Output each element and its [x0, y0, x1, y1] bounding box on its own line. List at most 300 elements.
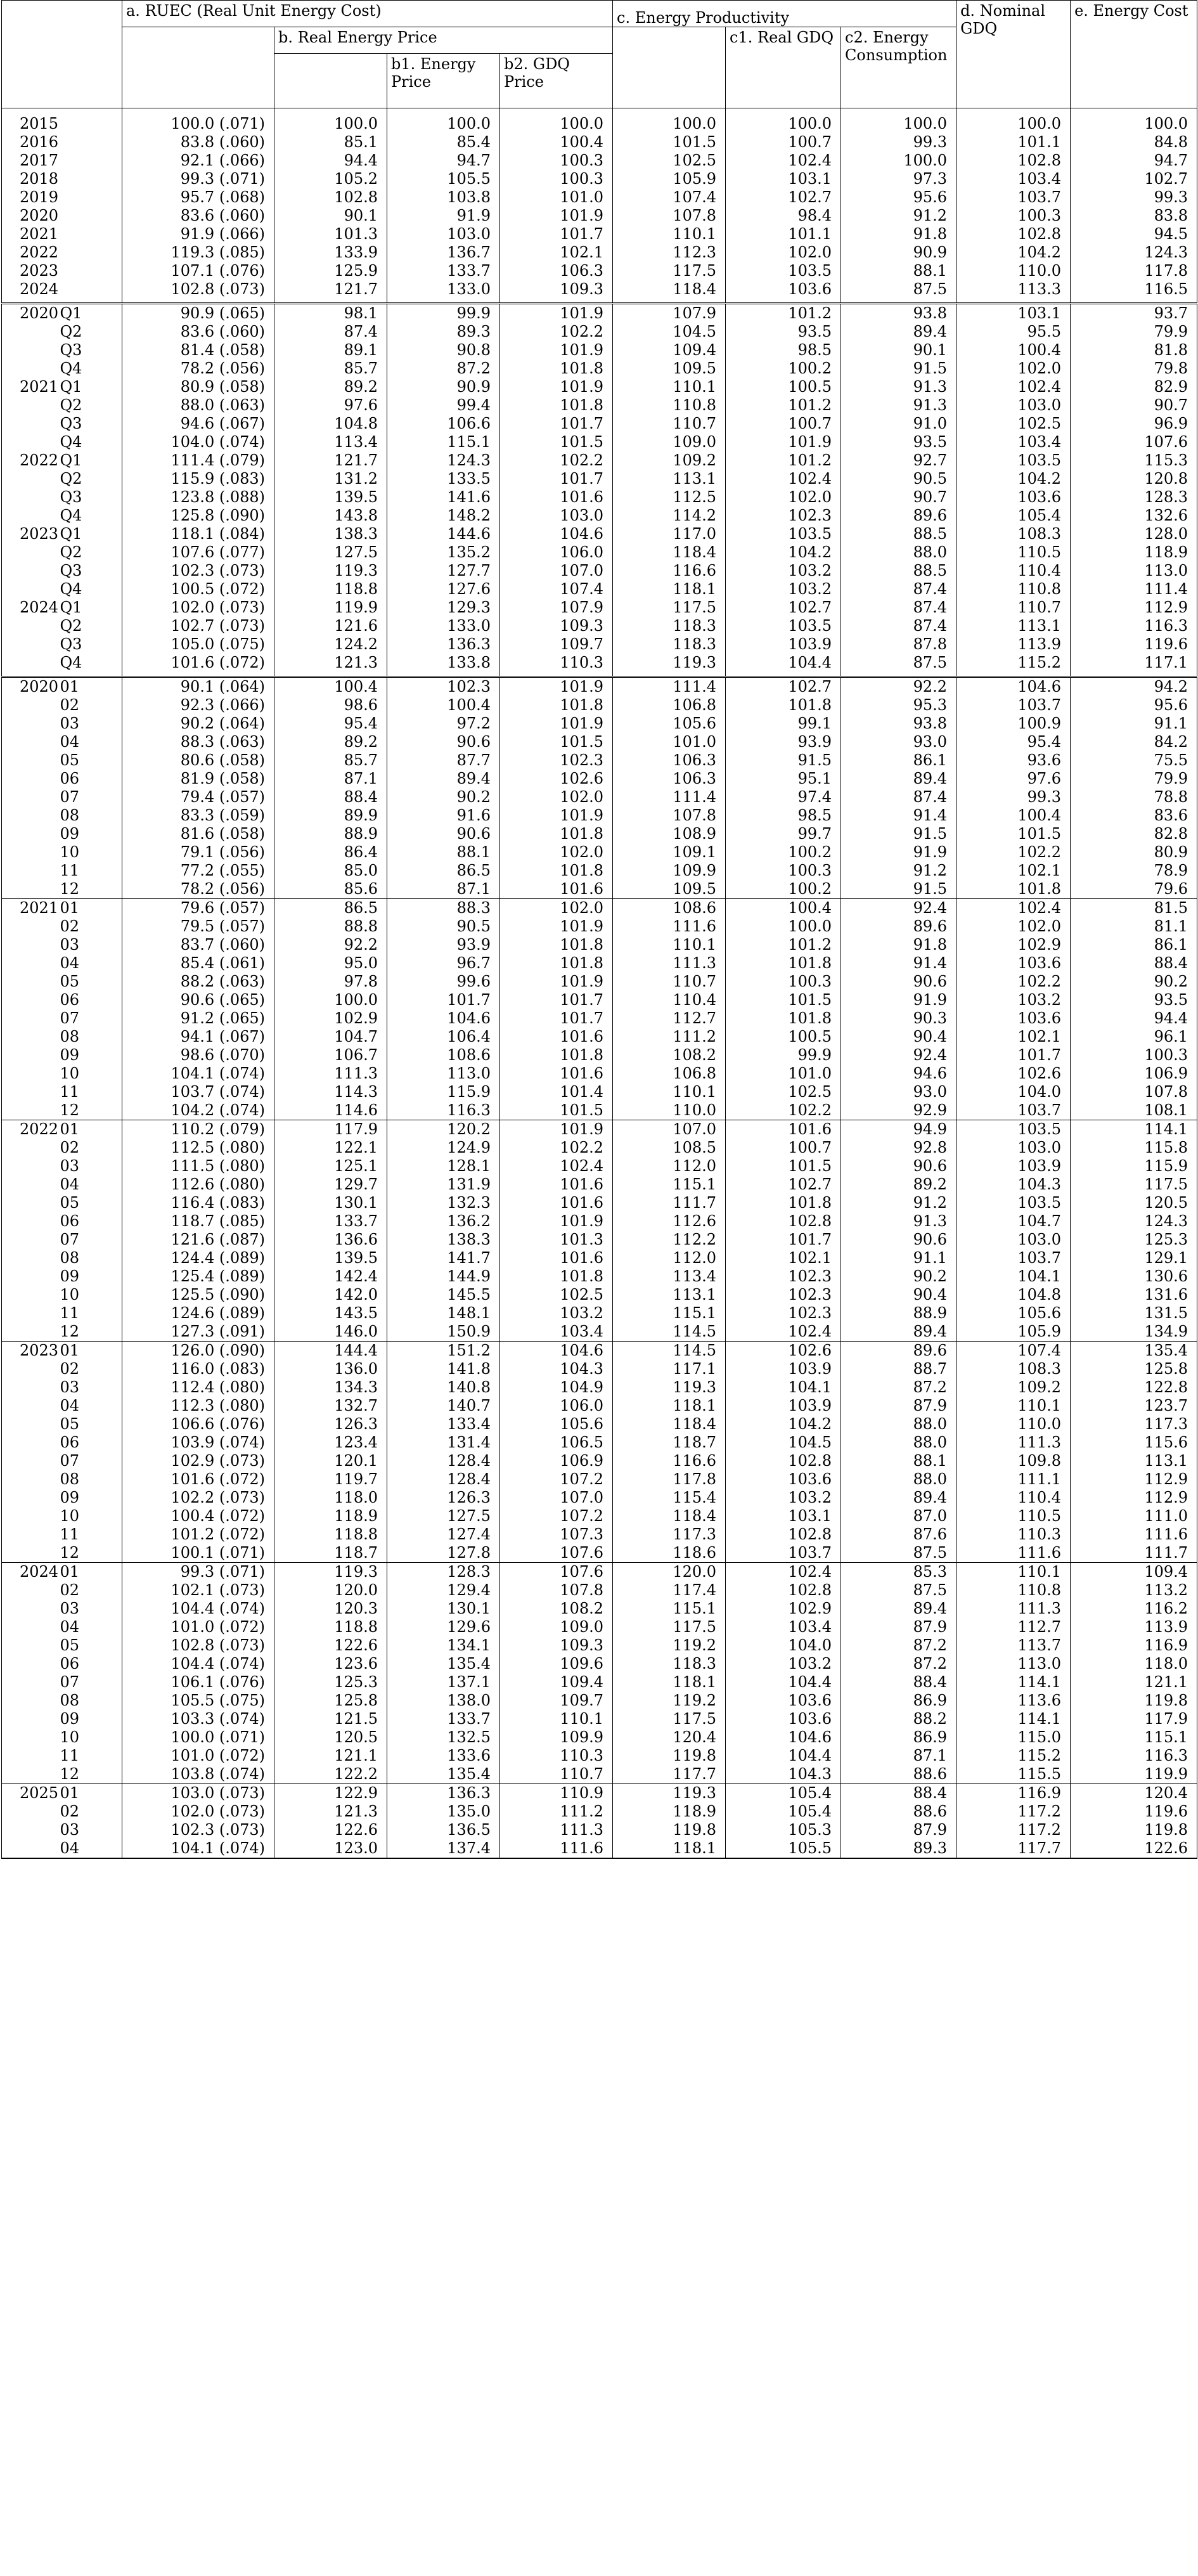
value-cell: 94.4	[1071, 1009, 1197, 1028]
value-cell: 103.2	[726, 562, 841, 580]
value-cell: 122.6	[274, 1821, 387, 1839]
header-real-gdq: c1. Real GDQ	[726, 27, 841, 108]
table-row	[2, 1507, 1197, 1525]
value-cell: 120.0	[274, 1581, 387, 1600]
value-cell: 103.6	[956, 1009, 1071, 1028]
value-cell: 103.5	[956, 451, 1071, 470]
value-cell: 111.2	[613, 1028, 726, 1046]
value-cell: 116.0 (.083)	[122, 1360, 274, 1378]
value-cell: 104.1	[956, 1267, 1071, 1286]
value-cell: 102.2	[500, 1139, 613, 1157]
value-cell: 94.5	[1071, 225, 1197, 243]
value-cell: 103.4	[726, 1618, 841, 1636]
value-cell: 103.9	[726, 1360, 841, 1378]
value-cell: 88.4	[1071, 954, 1197, 973]
value-cell: 102.5	[500, 1286, 613, 1304]
value-cell: 111.3	[956, 1434, 1071, 1452]
year-cell	[2, 1304, 51, 1323]
value-cell: 115.2	[956, 1747, 1071, 1765]
value-cell: 110.1	[613, 936, 726, 954]
value-cell: 102.0	[500, 899, 613, 918]
spacer-cell	[274, 299, 387, 304]
value-cell: 107.4	[956, 1342, 1071, 1361]
spacer-cell	[1071, 299, 1197, 304]
value-cell: 124.4 (.089)	[122, 1249, 274, 1267]
header-real-energy-price: b. Real Energy Price	[274, 27, 613, 54]
value-cell: 91.5	[841, 359, 956, 378]
value-cell: 125.9	[274, 262, 387, 280]
value-cell: 102.8	[274, 188, 387, 207]
value-cell: 130.1	[387, 1600, 500, 1618]
year-cell	[2, 770, 51, 788]
value-cell: 106.6 (.076)	[122, 1415, 274, 1434]
value-cell: 119.8	[613, 1821, 726, 1839]
spacer-cell	[956, 672, 1071, 677]
value-cell: 101.1	[956, 133, 1071, 152]
value-cell: 100.0 (.071)	[122, 115, 274, 133]
value-cell: 120.2	[387, 1120, 500, 1139]
value-cell: 112.5 (.080)	[122, 1139, 274, 1157]
value-cell: 106.9	[1071, 1065, 1197, 1083]
value-cell: 87.2	[841, 1636, 956, 1655]
value-cell: 110.3	[956, 1525, 1071, 1544]
value-cell: 100.4	[274, 677, 387, 697]
spacer-cell	[500, 108, 613, 115]
value-cell: 107.3	[500, 1525, 613, 1544]
year-cell	[2, 488, 51, 507]
value-cell: 101.9	[500, 917, 613, 936]
year-cell: 2019	[2, 188, 51, 207]
value-cell: 101.2	[726, 451, 841, 470]
table-row	[2, 617, 1197, 635]
value-cell: 103.0 (.073)	[122, 1784, 274, 1803]
period-cell: 07	[51, 1673, 122, 1692]
value-cell: 102.4	[726, 1563, 841, 1582]
value-cell: 102.3	[387, 677, 500, 697]
value-cell: 90.5	[387, 917, 500, 936]
value-cell: 100.0	[274, 991, 387, 1009]
value-cell: 100.9	[956, 715, 1071, 733]
value-cell: 125.8	[274, 1692, 387, 1710]
period-cell: 11	[51, 1525, 122, 1544]
value-cell: 87.9	[841, 1618, 956, 1636]
value-cell: 133.9	[274, 243, 387, 262]
value-cell: 104.2	[956, 470, 1071, 488]
value-cell: 136.3	[387, 1784, 500, 1803]
value-cell: 88.4	[841, 1673, 956, 1692]
value-cell: 115.1	[613, 1175, 726, 1194]
value-cell: 136.0	[274, 1360, 387, 1378]
value-cell: 95.4	[956, 733, 1071, 751]
value-cell: 107.6	[500, 1544, 613, 1563]
value-cell: 91.3	[841, 378, 956, 396]
value-cell: 110.8	[613, 396, 726, 415]
value-cell: 100.4	[500, 133, 613, 152]
value-cell: 95.4	[274, 715, 387, 733]
value-cell: 78.9	[1071, 862, 1197, 880]
value-cell: 136.3	[387, 635, 500, 654]
value-cell: 114.5	[613, 1342, 726, 1361]
value-cell: 103.7	[956, 1249, 1071, 1267]
value-cell: 102.5	[956, 415, 1071, 433]
period-cell: 04	[51, 1839, 122, 1858]
value-cell: 78.2 (.056)	[122, 880, 274, 899]
value-cell: 110.2 (.079)	[122, 1120, 274, 1139]
value-cell: 133.5	[387, 470, 500, 488]
value-cell: 91.2	[841, 207, 956, 225]
value-cell: 92.3 (.066)	[122, 696, 274, 715]
value-cell: 99.1	[726, 715, 841, 733]
value-cell: 94.4	[274, 152, 387, 170]
value-cell: 100.3	[726, 862, 841, 880]
value-cell: 103.8	[387, 188, 500, 207]
table-row	[2, 225, 1197, 243]
value-cell: 107.4	[500, 580, 613, 599]
value-cell: 111.3	[613, 954, 726, 973]
value-cell: 88.2 (.063)	[122, 973, 274, 991]
period-cell: Q1	[51, 599, 122, 617]
period-cell: 10	[51, 1286, 122, 1304]
spacer-cell	[51, 299, 122, 304]
period-cell: 07	[51, 1452, 122, 1470]
value-cell: 105.5 (.075)	[122, 1692, 274, 1710]
value-cell: 109.0	[613, 433, 726, 451]
value-cell: 84.8	[1071, 133, 1197, 152]
value-cell: 127.5	[274, 543, 387, 562]
value-cell: 90.9	[387, 378, 500, 396]
value-cell: 100.4	[387, 696, 500, 715]
value-cell: 111.4	[613, 677, 726, 697]
value-cell: 101.6	[500, 1249, 613, 1267]
value-cell: 104.5	[613, 323, 726, 341]
value-cell: 118.7 (.085)	[122, 1212, 274, 1231]
value-cell: 106.5	[500, 1434, 613, 1452]
value-cell: 118.4	[613, 280, 726, 299]
value-cell: 103.7 (.074)	[122, 1083, 274, 1101]
value-cell: 115.1	[613, 1304, 726, 1323]
value-cell: 102.4	[956, 378, 1071, 396]
value-cell: 113.9	[956, 635, 1071, 654]
year-cell	[2, 788, 51, 806]
value-cell: 96.9	[1071, 415, 1197, 433]
value-cell: 109.5	[613, 359, 726, 378]
period-header	[2, 1, 122, 108]
period-cell: 09	[51, 825, 122, 843]
year-cell	[2, 1083, 51, 1101]
value-cell: 124.2	[274, 635, 387, 654]
value-cell: 131.9	[387, 1175, 500, 1194]
year-cell: 2023	[2, 262, 51, 280]
value-cell: 93.0	[841, 733, 956, 751]
value-cell: 103.4	[500, 1323, 613, 1342]
value-cell: 129.7	[274, 1175, 387, 1194]
period-cell	[51, 262, 122, 280]
header-energy-cost: e. Energy Cost	[1071, 1, 1197, 108]
period-cell: 02	[51, 1139, 122, 1157]
value-cell: 89.3	[841, 1839, 956, 1858]
value-cell: 90.5	[841, 470, 956, 488]
value-cell: 104.4	[726, 1747, 841, 1765]
period-cell	[51, 115, 122, 133]
value-cell: 104.4	[726, 1673, 841, 1692]
year-cell	[2, 341, 51, 359]
value-cell: 101.8	[726, 696, 841, 715]
period-cell: 11	[51, 862, 122, 880]
value-cell: 100.0	[500, 115, 613, 133]
table-row	[2, 1065, 1197, 1083]
value-cell: 90.6	[387, 733, 500, 751]
year-cell	[2, 825, 51, 843]
value-cell: 125.3	[1071, 1231, 1197, 1249]
value-cell: 105.0 (.075)	[122, 635, 274, 654]
value-cell: 123.7	[1071, 1397, 1197, 1415]
value-cell: 87.5	[841, 654, 956, 672]
value-cell: 109.8	[956, 1452, 1071, 1470]
value-cell: 133.0	[387, 617, 500, 635]
table-row	[2, 562, 1197, 580]
value-cell: 90.7	[841, 488, 956, 507]
value-cell: 129.4	[387, 1581, 500, 1600]
value-cell: 119.3	[613, 1378, 726, 1397]
value-cell: 117.9	[274, 1120, 387, 1139]
value-cell: 116.3	[387, 1101, 500, 1120]
value-cell: 121.1	[1071, 1673, 1197, 1692]
value-cell: 102.3	[726, 1267, 841, 1286]
value-cell: 140.8	[387, 1378, 500, 1397]
year-cell	[2, 635, 51, 654]
value-cell: 110.1	[500, 1710, 613, 1728]
value-cell: 112.7	[613, 1009, 726, 1028]
value-cell: 113.1	[613, 470, 726, 488]
value-cell: 103.0	[956, 1231, 1071, 1249]
value-cell: 113.4	[613, 1267, 726, 1286]
year-cell	[2, 973, 51, 991]
value-cell: 101.7	[500, 470, 613, 488]
value-cell: 90.2 (.064)	[122, 715, 274, 733]
value-cell: 79.9	[1071, 770, 1197, 788]
value-cell: 107.6	[1071, 433, 1197, 451]
value-cell: 104.6	[500, 525, 613, 543]
value-cell: 108.2	[613, 1046, 726, 1065]
value-cell: 106.8	[613, 1065, 726, 1083]
year-cell: 2022	[2, 451, 51, 470]
value-cell: 102.2	[500, 451, 613, 470]
value-cell: 90.8	[387, 341, 500, 359]
table-row	[2, 133, 1197, 152]
table-header	[2, 1, 1197, 108]
year-cell	[2, 1452, 51, 1470]
table-row	[2, 917, 1197, 936]
value-cell: 113.0	[1071, 562, 1197, 580]
value-cell: 118.6	[613, 1544, 726, 1563]
table-row	[2, 262, 1197, 280]
value-cell: 99.3 (.071)	[122, 170, 274, 188]
value-cell: 102.0	[956, 359, 1071, 378]
value-cell: 104.6	[500, 1342, 613, 1361]
value-cell: 88.0	[841, 1415, 956, 1434]
year-cell	[2, 1139, 51, 1157]
value-cell: 105.4	[726, 1784, 841, 1803]
period-cell: 01	[51, 899, 122, 918]
value-cell: 102.2	[956, 843, 1071, 862]
value-cell: 114.1	[956, 1673, 1071, 1692]
value-cell: 107.8	[613, 207, 726, 225]
period-cell: 08	[51, 1470, 122, 1489]
value-cell: 103.2	[956, 991, 1071, 1009]
value-cell: 133.0	[387, 280, 500, 299]
period-cell	[51, 188, 122, 207]
value-cell: 102.9 (.073)	[122, 1452, 274, 1470]
year-cell: 2020	[2, 677, 51, 697]
value-cell: 81.1	[1071, 917, 1197, 936]
value-cell: 107.2	[500, 1470, 613, 1489]
value-cell: 126.0 (.090)	[122, 1342, 274, 1361]
value-cell: 121.3	[274, 654, 387, 672]
value-cell: 109.4	[500, 1673, 613, 1692]
value-cell: 108.5	[613, 1139, 726, 1157]
header-gdq-price: b2. GDQ Price	[500, 54, 613, 108]
value-cell: 120.0	[613, 1563, 726, 1582]
value-cell: 118.1	[613, 1673, 726, 1692]
value-cell: 101.6	[500, 488, 613, 507]
spacer-cell	[2, 672, 51, 677]
value-cell: 119.3 (.085)	[122, 243, 274, 262]
spacer-cell	[841, 299, 956, 304]
spacer-cell	[956, 108, 1071, 115]
value-cell: 113.0	[956, 1655, 1071, 1673]
value-cell: 125.1	[274, 1157, 387, 1175]
value-cell: 95.0	[274, 954, 387, 973]
period-cell: Q3	[51, 562, 122, 580]
value-cell: 81.6 (.058)	[122, 825, 274, 843]
ruec-data-table	[1, 0, 1197, 1859]
value-cell: 85.4 (.061)	[122, 954, 274, 973]
value-cell: 104.0	[956, 1083, 1071, 1101]
value-cell: 132.3	[387, 1194, 500, 1212]
value-cell: 144.6	[387, 525, 500, 543]
value-cell: 103.6	[956, 488, 1071, 507]
value-cell: 105.6	[500, 1415, 613, 1434]
value-cell: 107.6 (.077)	[122, 543, 274, 562]
value-cell: 101.0	[500, 188, 613, 207]
value-cell: 102.5	[726, 1083, 841, 1101]
year-cell	[2, 862, 51, 880]
value-cell: 88.6	[841, 1765, 956, 1784]
value-cell: 104.6	[726, 1728, 841, 1747]
value-cell: 90.1 (.064)	[122, 677, 274, 697]
value-cell: 90.2	[1071, 973, 1197, 991]
value-cell: 102.5	[613, 152, 726, 170]
value-cell: 130.1	[274, 1194, 387, 1212]
value-cell: 87.2	[387, 359, 500, 378]
table-row	[2, 433, 1197, 451]
value-cell: 109.6	[500, 1655, 613, 1673]
spacer-cell	[122, 299, 274, 304]
value-cell: 136.6	[274, 1231, 387, 1249]
value-cell: 102.9	[274, 1009, 387, 1028]
value-cell: 90.4	[841, 1286, 956, 1304]
value-cell: 142.0	[274, 1286, 387, 1304]
value-cell: 90.1	[274, 207, 387, 225]
value-cell: 89.4	[841, 1323, 956, 1342]
value-cell: 103.0	[956, 396, 1071, 415]
value-cell: 98.6	[274, 696, 387, 715]
value-cell: 120.4	[1071, 1784, 1197, 1803]
value-cell: 101.9	[500, 973, 613, 991]
period-cell: Q1	[51, 451, 122, 470]
value-cell: 97.3	[841, 170, 956, 188]
value-cell: 89.4	[841, 1600, 956, 1618]
table-row	[2, 677, 1197, 697]
value-cell: 105.4	[726, 1803, 841, 1821]
value-cell: 100.3	[956, 207, 1071, 225]
period-cell: Q4	[51, 433, 122, 451]
table-row	[2, 280, 1197, 299]
value-cell: 115.9	[1071, 1157, 1197, 1175]
period-cell: 03	[51, 1600, 122, 1618]
value-cell: 108.9	[613, 825, 726, 843]
value-cell: 109.0	[500, 1618, 613, 1636]
value-cell: 97.6	[274, 396, 387, 415]
period-cell: 06	[51, 770, 122, 788]
value-cell: 116.2	[1071, 1600, 1197, 1618]
value-cell: 102.2	[726, 1101, 841, 1120]
table-row	[2, 1452, 1197, 1470]
period-cell	[51, 225, 122, 243]
value-cell: 91.2	[841, 1194, 956, 1212]
value-cell: 80.9 (.058)	[122, 378, 274, 396]
year-cell	[2, 1673, 51, 1692]
value-cell: 135.4	[1071, 1342, 1197, 1361]
value-cell: 124.6 (.089)	[122, 1304, 274, 1323]
value-cell: 91.1	[841, 1249, 956, 1267]
value-cell: 87.5	[841, 1544, 956, 1563]
year-cell	[2, 806, 51, 825]
value-cell: 102.1	[956, 1028, 1071, 1046]
year-cell	[2, 1489, 51, 1507]
value-cell: 94.6	[841, 1065, 956, 1083]
table-row	[2, 654, 1197, 672]
value-cell: 100.2	[726, 359, 841, 378]
year-cell	[2, 1378, 51, 1397]
value-cell: 83.8 (.060)	[122, 133, 274, 152]
value-cell: 102.0	[726, 243, 841, 262]
value-cell: 111.2	[500, 1803, 613, 1821]
table-row	[2, 973, 1197, 991]
value-cell: 103.7	[956, 696, 1071, 715]
value-cell: 91.5	[841, 825, 956, 843]
value-cell: 101.8	[500, 359, 613, 378]
value-cell: 100.3	[1071, 1046, 1197, 1065]
table-row	[2, 507, 1197, 525]
table-row	[2, 1636, 1197, 1655]
table-row	[2, 304, 1197, 323]
value-cell: 91.2	[841, 862, 956, 880]
value-cell: 92.8	[841, 1139, 956, 1157]
value-cell: 116.6	[613, 1452, 726, 1470]
spacer-cell	[274, 108, 387, 115]
value-cell: 122.9	[274, 1784, 387, 1803]
value-cell: 98.1	[274, 304, 387, 323]
value-cell: 101.6	[500, 1175, 613, 1194]
value-cell: 102.8	[726, 1525, 841, 1544]
value-cell: 101.5	[726, 1157, 841, 1175]
year-cell	[2, 470, 51, 488]
period-cell: 01	[51, 677, 122, 697]
value-cell: 87.1	[274, 770, 387, 788]
value-cell: 122.1	[274, 1139, 387, 1157]
value-cell: 88.0	[841, 1434, 956, 1452]
